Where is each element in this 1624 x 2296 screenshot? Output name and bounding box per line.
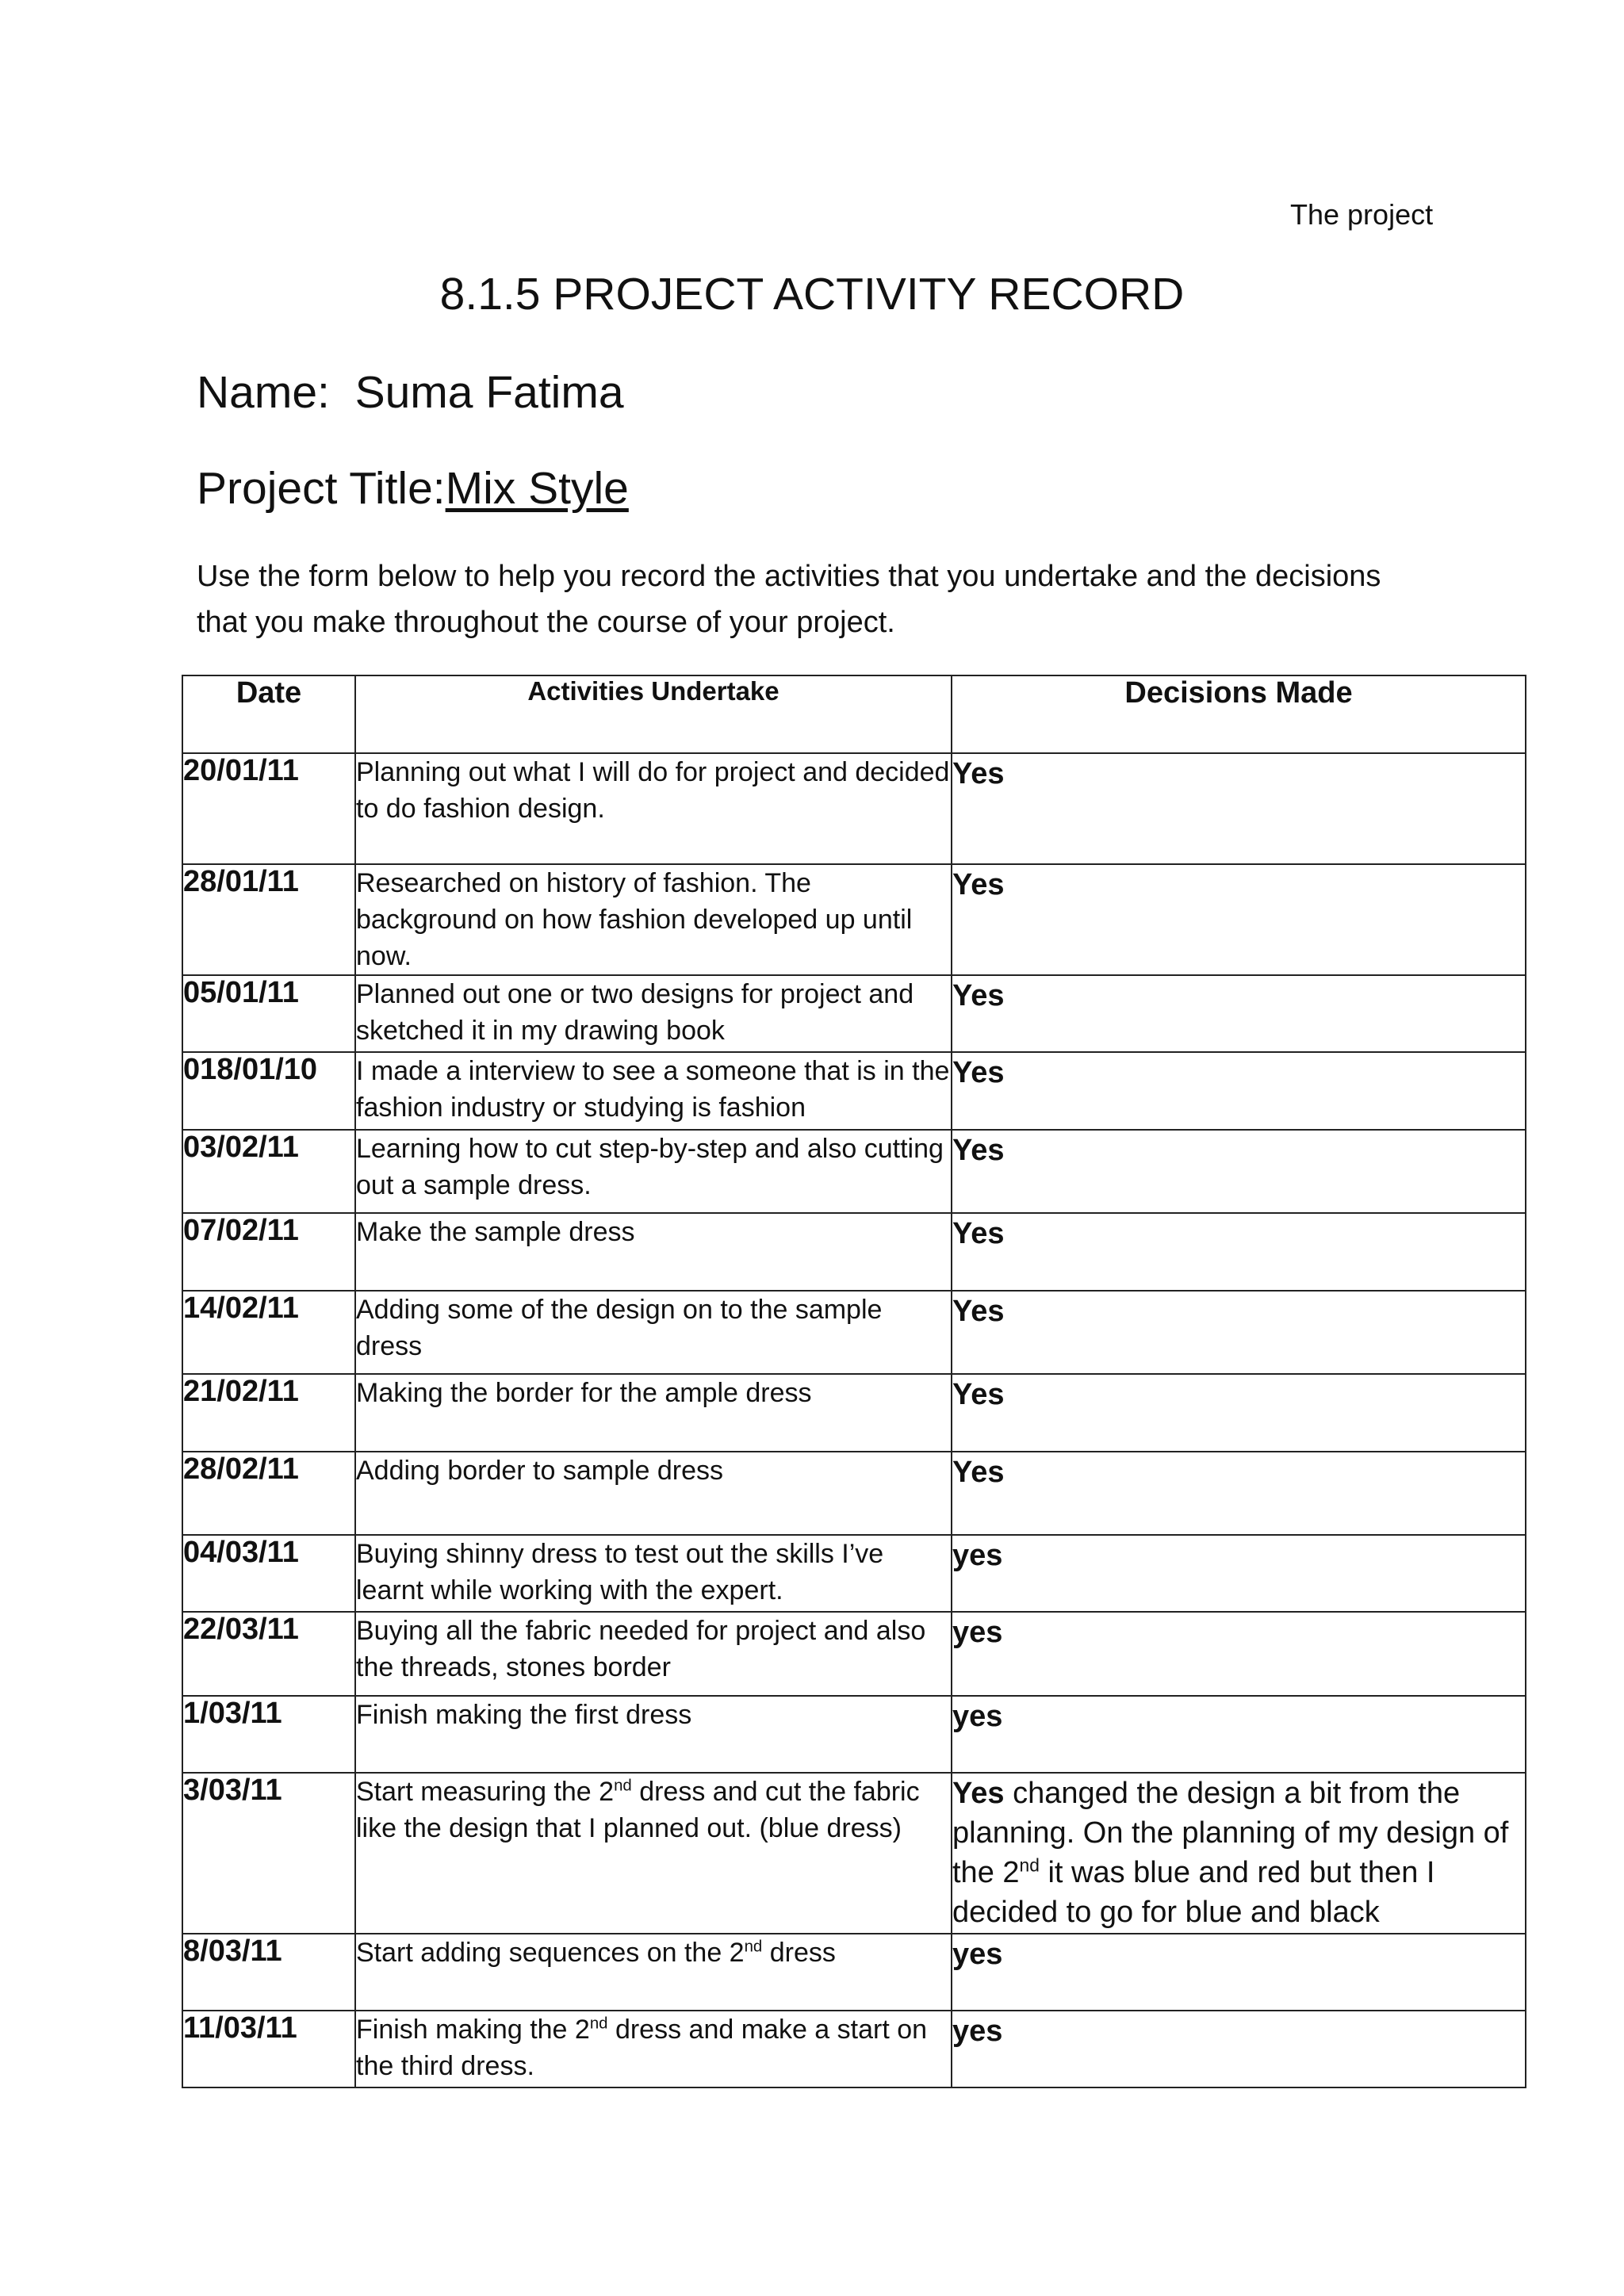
table-row <box>182 1612 1526 1696</box>
cell-date: 1/03/11 <box>182 1696 355 1773</box>
cell-activity: Planned out one or two designs for project and sketched it in my drawing book <box>355 975 952 1052</box>
decision-value: yes <box>952 1938 1003 1971</box>
decision-value: Yes <box>952 1777 1005 1810</box>
cell-activity: Learning how to cut step-by-step and also cutting out a sample dress. <box>355 1130 952 1213</box>
cell-decision <box>952 1213 1526 1291</box>
cell-date: 05/01/11 <box>182 975 355 1052</box>
cell-decision <box>952 1291 1526 1374</box>
table-row <box>182 1213 1526 1291</box>
cell-decision <box>952 1934 1526 2011</box>
cell-decision <box>952 975 1526 1052</box>
table-row <box>182 975 1526 1052</box>
name-line <box>197 366 624 419</box>
cell-date: 21/02/11 <box>182 1374 355 1452</box>
cell-activity: Make the sample dress <box>355 1213 952 1291</box>
table-row <box>182 1773 1526 1934</box>
cell-activity: Start adding sequences on the 2nd dress <box>355 1934 952 2011</box>
cell-date: 07/02/11 <box>182 1213 355 1291</box>
cell-decision <box>952 864 1526 975</box>
decision-value: Yes <box>952 1456 1005 1489</box>
cell-decision <box>952 2011 1526 2087</box>
header-activities: Activities Undertake <box>355 675 952 753</box>
decision-value: Yes <box>952 868 1005 901</box>
project-title-line <box>197 462 629 515</box>
cell-activity: Adding some of the design on to the sample dress <box>355 1291 952 1374</box>
decision-value: Yes <box>952 757 1005 790</box>
table-row <box>182 1291 1526 1374</box>
table-row <box>182 864 1526 975</box>
cell-activity: Researched on history of fashion. The background on how fashion developed up until now. <box>355 864 952 975</box>
header-decisions: Decisions Made <box>952 675 1526 753</box>
cell-date: 3/03/11 <box>182 1773 355 1934</box>
cell-date: 22/03/11 <box>182 1612 355 1696</box>
cell-decision <box>952 1535 1526 1612</box>
table-row <box>182 1130 1526 1213</box>
cell-date: 018/01/10 <box>182 1052 355 1130</box>
cell-activity: Start measuring the 2nd dress and cut the fabric like the design that I planned out. (blue dress) <box>355 1773 952 1934</box>
cell-activity: Planning out what I will do for project and decided to do fashion design. <box>355 753 952 864</box>
project-title-label: Project Title: <box>197 463 446 514</box>
decision-value: Yes <box>952 1217 1005 1250</box>
cell-decision <box>952 1452 1526 1535</box>
table-row <box>182 1452 1526 1535</box>
cell-decision <box>952 1130 1526 1213</box>
name-value: Suma Fatima <box>354 367 624 418</box>
decision-value: Yes <box>952 1134 1005 1167</box>
decision-value: yes <box>952 1539 1003 1572</box>
cell-activity: Finish making the first dress <box>355 1696 952 1773</box>
decision-value: Yes <box>952 1295 1005 1328</box>
name-label: Name: <box>197 367 330 418</box>
cell-activity: I made a interview to see a someone that is in the fashion industry or studying is fashion <box>355 1052 952 1130</box>
cell-date: 03/02/11 <box>182 1130 355 1213</box>
table-row <box>182 753 1526 864</box>
cell-date: 11/03/11 <box>182 2011 355 2087</box>
cell-date: 14/02/11 <box>182 1291 355 1374</box>
decision-value: Yes <box>952 979 1005 1012</box>
cell-activity: Buying all the fabric needed for project and also the threads, stones border <box>355 1612 952 1696</box>
table-row <box>182 1934 1526 2011</box>
table-header-row <box>182 675 1526 753</box>
cell-date: 28/02/11 <box>182 1452 355 1535</box>
cell-date: 20/01/11 <box>182 753 355 864</box>
table-row <box>182 1374 1526 1452</box>
project-title-value: Mix Style <box>445 463 629 514</box>
header-date: Date <box>182 675 355 753</box>
activity-record-table <box>182 675 1526 2088</box>
table-row <box>182 1696 1526 1773</box>
decision-value: yes <box>952 1700 1003 1733</box>
table-row <box>182 1052 1526 1130</box>
cell-activity: Finish making the 2nd dress and make a start on the third dress. <box>355 2011 952 2087</box>
cell-activity: Making the border for the ample dress <box>355 1374 952 1452</box>
cell-activity: Buying shinny dress to test out the skills I’ve learnt while working with the expert. <box>355 1535 952 1612</box>
decision-value: yes <box>952 1616 1003 1649</box>
table-row <box>182 1535 1526 1612</box>
page-title: 8.1.5 PROJECT ACTIVITY RECORD <box>439 269 1185 320</box>
section-label: The project <box>1290 198 1434 231</box>
decision-value: yes <box>952 2015 1003 2048</box>
intro-text: Use the form below to help you record the activities that you undertake and the decisions that you make throughout the course of your project. <box>197 560 1381 639</box>
cell-activity: Adding border to sample dress <box>355 1452 952 1535</box>
cell-date: 8/03/11 <box>182 1934 355 2011</box>
cell-decision <box>952 1612 1526 1696</box>
cell-decision <box>952 1052 1526 1130</box>
cell-decision <box>952 1696 1526 1773</box>
cell-date: 04/03/11 <box>182 1535 355 1612</box>
decision-value: Yes <box>952 1378 1005 1411</box>
decision-value: Yes <box>952 1056 1005 1089</box>
cell-decision: Yes changed the design a bit from the planning. On the planning of my design of the 2nd it was blue and red but then I decided to go for blue and black <box>952 1773 1526 1934</box>
cell-date: 28/01/11 <box>182 864 355 975</box>
cell-decision <box>952 1374 1526 1452</box>
cell-decision <box>952 753 1526 864</box>
table-row <box>182 2011 1526 2087</box>
